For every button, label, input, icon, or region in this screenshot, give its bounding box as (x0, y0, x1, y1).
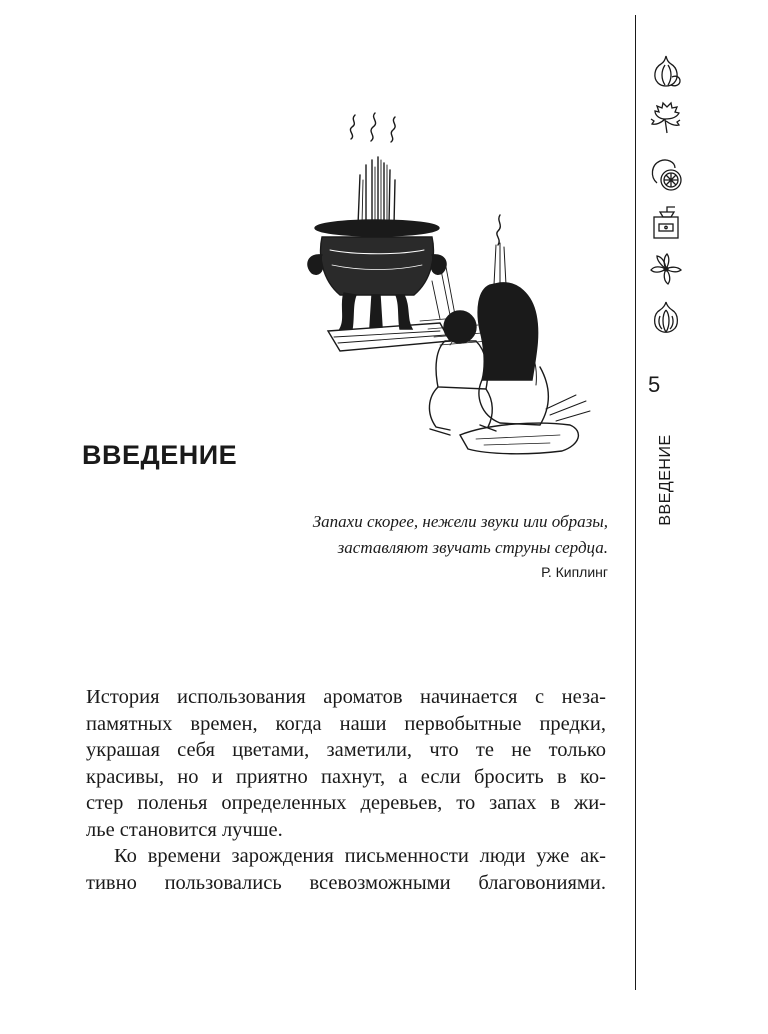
chapter-title: ВВЕДЕНИЕ (82, 440, 238, 470)
onion-icon (645, 297, 687, 339)
epigraph-line: Запахи скорее, нежели звуки или образы, (312, 512, 608, 531)
citrus-icon (645, 153, 687, 195)
margin-rule (635, 15, 636, 990)
text-line: лье становится лучше. (86, 818, 283, 841)
page-number: 5 (648, 372, 661, 397)
text-line: История использования ароматов начинается с неза- (86, 686, 606, 708)
epigraph (313, 509, 608, 583)
text-line: памятных времен, когда наши первобытные предки, (86, 712, 606, 735)
text-line: украшая себя цветами, заметили, что те не только (86, 739, 606, 761)
spice-grinder-icon (645, 202, 687, 244)
text-line: тивно пользовались всевозможными благовониями. (86, 871, 606, 894)
text-line: стер поленья определенных деревьев, то запах в жи- (86, 792, 606, 814)
epigraph-author: Р. Киплинг (541, 564, 608, 580)
text-line: Ко времени зарождения письменности люди уже ак- (114, 845, 606, 867)
herb-leaf-icon (645, 97, 687, 139)
incense-burner-illustration (300, 105, 600, 470)
epigraph-line: заставляют звучать струны сердца. (337, 538, 608, 557)
running-head: ВВЕДЕНИЕ (657, 434, 674, 526)
body-text (86, 684, 606, 896)
text-line: красивы, но и приятно пахнут, а если бросить в ко- (86, 765, 606, 788)
star-anise-flower-icon (645, 248, 687, 290)
garlic-icon (645, 50, 687, 92)
